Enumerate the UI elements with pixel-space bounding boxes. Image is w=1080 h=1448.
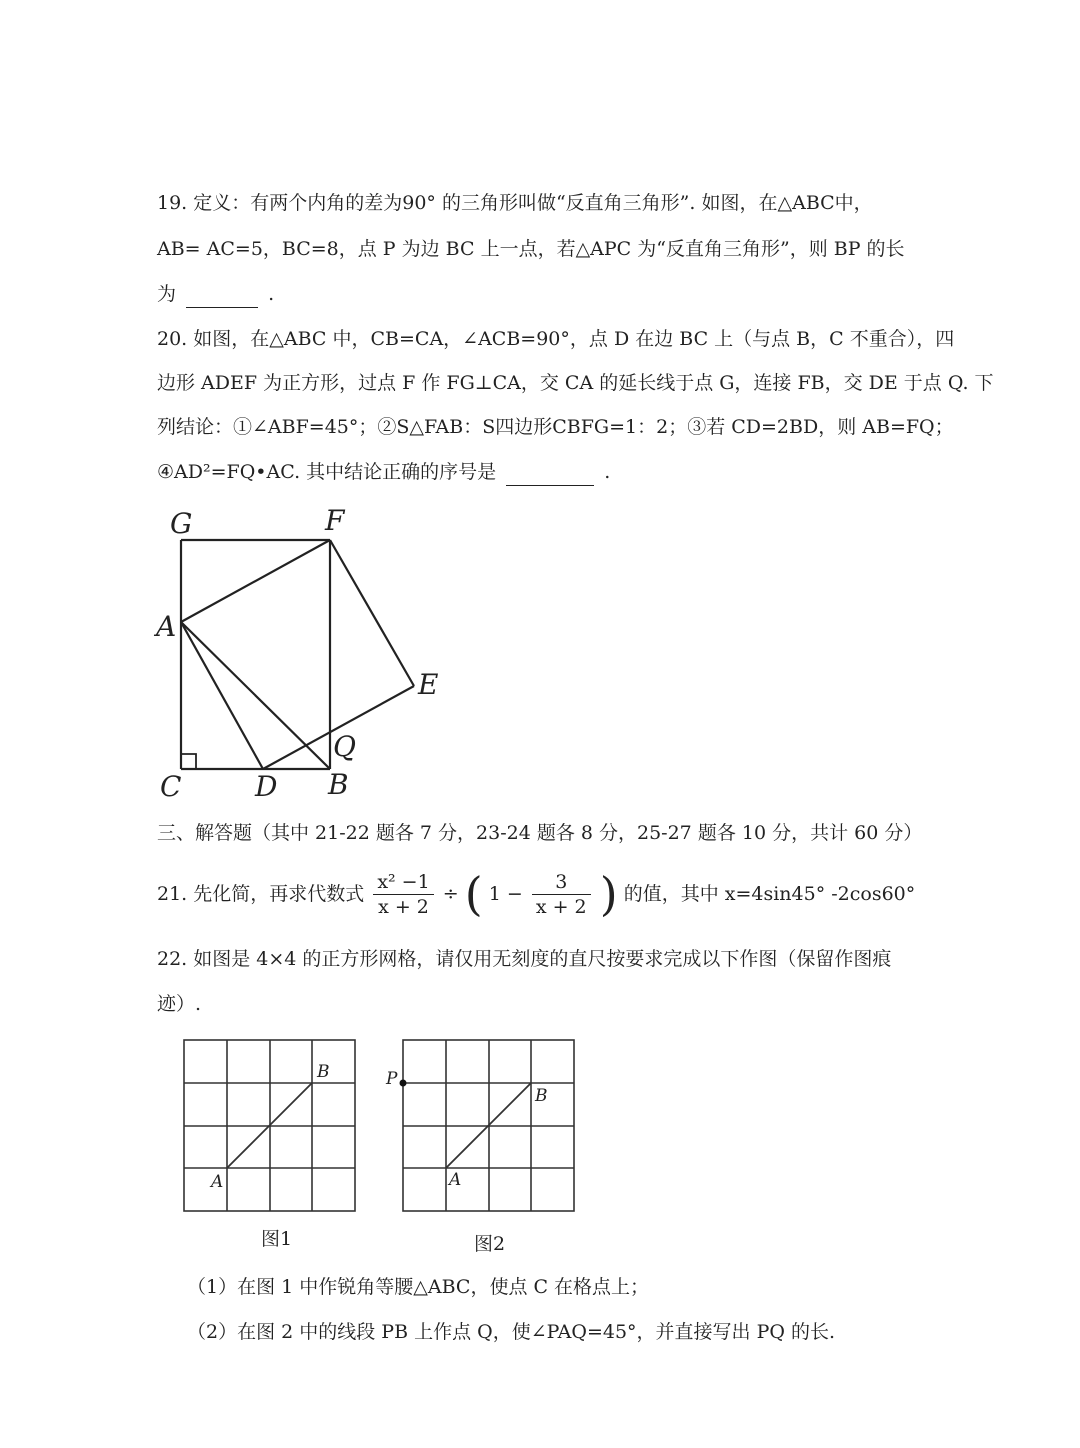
q21-left-paren: ( <box>464 867 483 921</box>
label-Q: Q <box>333 730 356 763</box>
fig2-label-A: A <box>449 1170 462 1190</box>
q20-line-4-suffix: . <box>604 461 611 483</box>
q22-grid-figure-1 <box>170 1030 370 1230</box>
segment-AF <box>181 540 330 622</box>
section-3-heading: 三、解答题（其中 21-22 题各 7 分，23-24 题各 8 分，25-27 题各 10 分，共计 60 分） <box>157 822 923 844</box>
q21-suffix: 的值，其中 x=4sin45° -2cos60° <box>623 883 916 905</box>
right-angle-mark <box>181 754 196 769</box>
fig1-label-A: A <box>211 1172 224 1192</box>
segment-AD <box>181 622 263 769</box>
fig1-label-B: B <box>317 1062 330 1082</box>
q19-line-3-prefix: 为 <box>157 283 177 305</box>
q21-right-paren: ) <box>599 867 618 921</box>
q20-line-1: 20. 如图，在△ABC 中，CB=CA，∠ACB=90°，点 D 在边 BC 上（与点 B，C 不重合），四 <box>157 328 955 350</box>
segment-AB <box>181 622 330 769</box>
q20-answer-blank[interactable] <box>506 459 594 486</box>
segment-FE <box>330 540 414 686</box>
q21-fraction-2-numerator: 3 <box>532 870 591 895</box>
q19-answer-blank[interactable] <box>186 281 258 308</box>
fig2-caption: 图2 <box>474 1233 506 1255</box>
q21-division-sign: ÷ <box>442 883 459 905</box>
q21-prefix: 21. 先化简，再求代数式 <box>157 883 365 905</box>
label-E: E <box>418 668 439 701</box>
label-B: B <box>328 768 349 800</box>
fig2-label-P: P <box>386 1069 398 1089</box>
q21-line <box>157 860 915 926</box>
q21-fraction-1-numerator: x² −1 <box>373 870 433 895</box>
q21-fraction-1-denominator: x + 2 <box>378 895 429 918</box>
q21-one-minus: 1 − <box>488 883 523 905</box>
q22-part-1: （1）在图 1 中作锐角等腰△ABC，使点 C 在格点上； <box>187 1276 650 1298</box>
q21-fraction-2-denominator: x + 2 <box>535 895 587 918</box>
label-G: G <box>170 507 193 540</box>
q19-line-2: AB= AC=5，BC=8，点 P 为边 BC 上一点，若△APC 为“反直角三角形”，则 BP 的长 <box>157 238 905 260</box>
q22-part-2: （2）在图 2 中的线段 PB 上作点 Q，使∠PAQ=45°，并直接写出 PQ 的长. <box>187 1321 836 1343</box>
fig1-caption: 图1 <box>261 1228 293 1250</box>
q20-line-2: 边形 ADEF 为正方形，过点 F 作 FG⊥CA，交 CA 的延长线于点 G，连接 FB，交 DE 于点 Q. 下 <box>157 372 994 394</box>
q20-line-4-prefix: ④AD²=FQ•AC. 其中结论正确的序号是 <box>157 461 497 483</box>
fig2-label-B: B <box>535 1086 548 1106</box>
q20-geometry-figure <box>150 500 470 800</box>
label-D: D <box>255 770 278 800</box>
q19-line-3 <box>157 281 274 308</box>
q20-line-3: 列结论：①∠ABF=45°；②S△FAB：S四边形CBFG=1：2；③若 CD=2BD，则 AB=FQ； <box>157 416 954 438</box>
q22-line-2: 迹）. <box>157 993 202 1015</box>
q22-line-1: 22. 如图是 4×4 的正方形网格，请仅用无刻度的直尺按要求完成以下作图（保留作图痕 <box>157 948 892 970</box>
label-C: C <box>160 770 182 800</box>
q21-fraction-1 <box>373 870 433 919</box>
q21-fraction-2 <box>532 870 591 919</box>
q22-grid-figure-2 <box>380 1030 590 1230</box>
q19-line-3-suffix: . <box>268 283 275 305</box>
q20-line-4 <box>157 459 610 486</box>
label-A: A <box>156 610 177 643</box>
label-F: F <box>325 504 345 537</box>
point-P-dot <box>400 1080 407 1087</box>
q19-line-1: 19. 定义：有两个内角的差为90° 的三角形叫做“反直角三角形”. 如图，在△ABC中， <box>157 192 873 214</box>
